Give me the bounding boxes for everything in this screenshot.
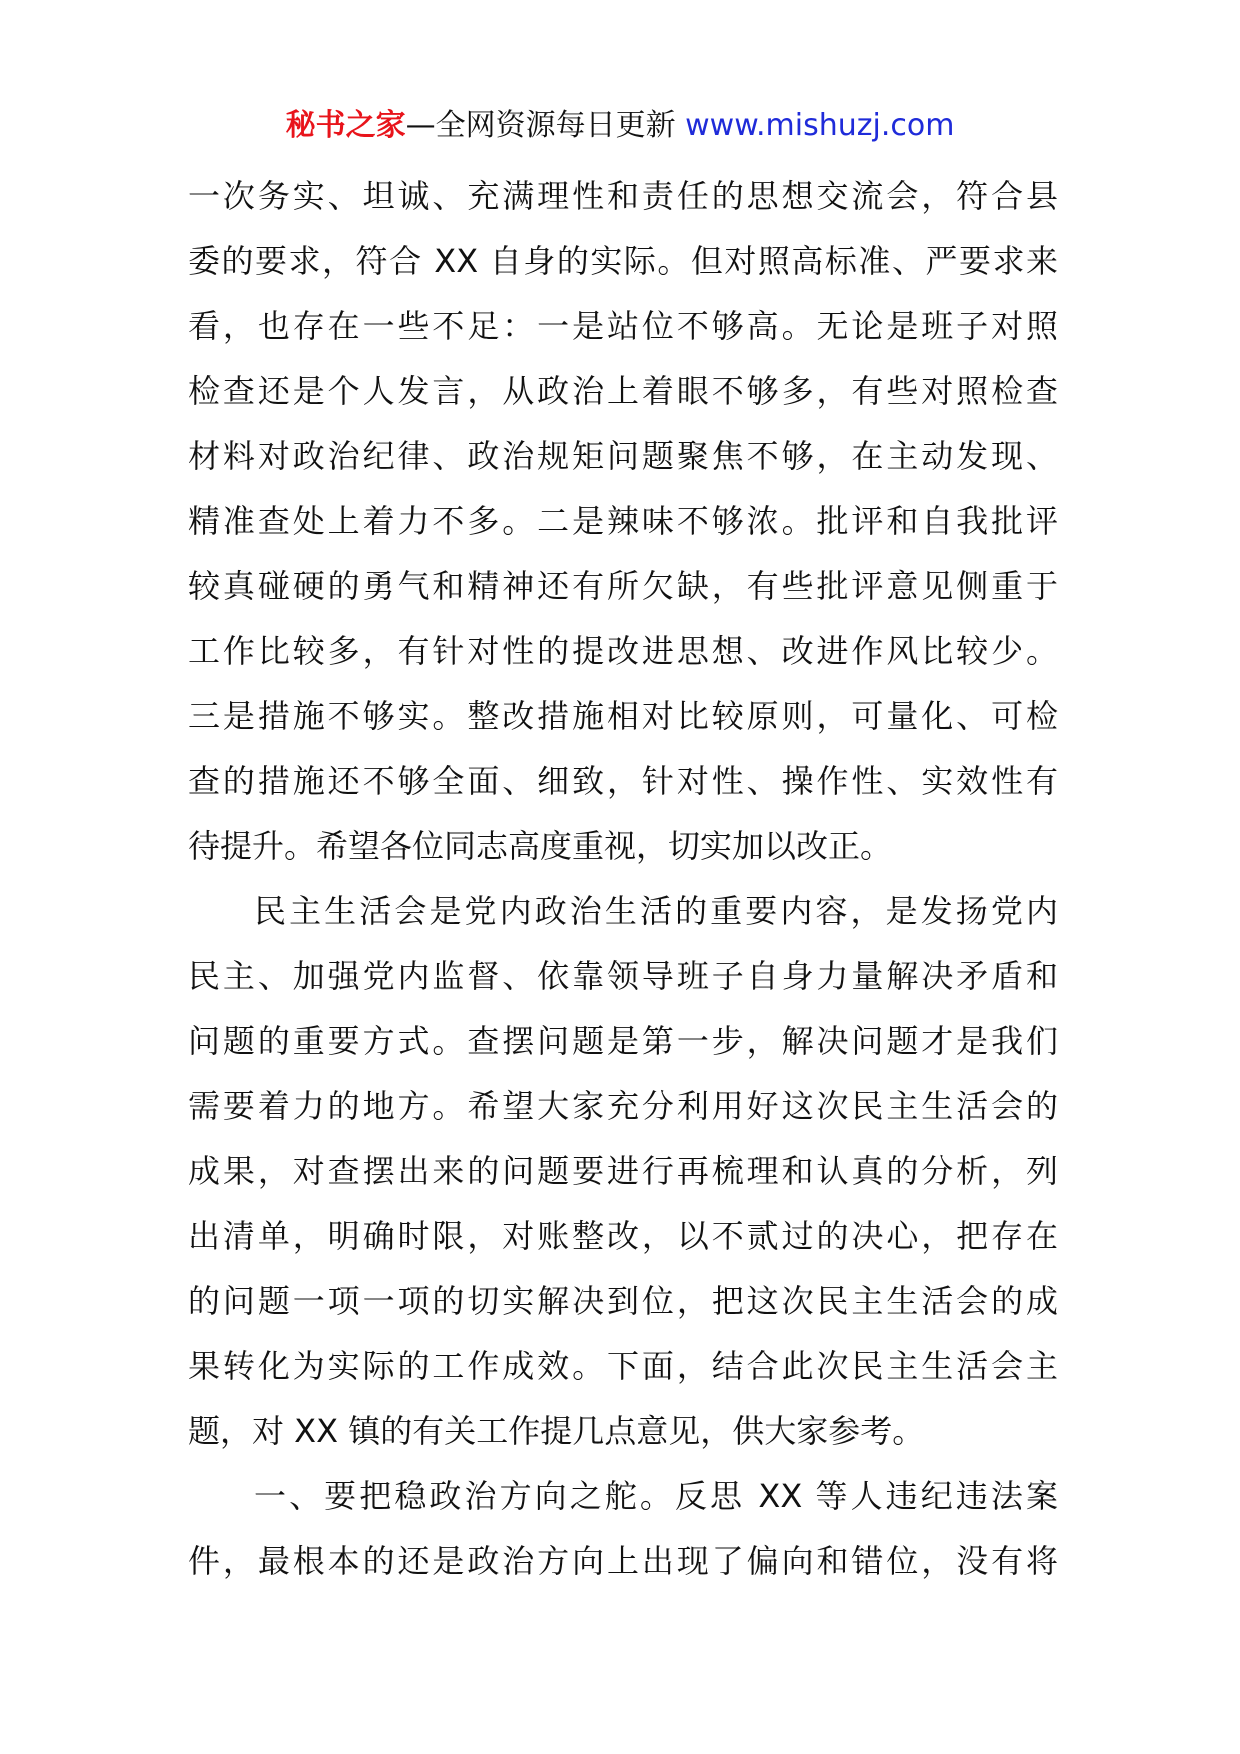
text-line: 待提升。希望各位同志高度重视，切实加以改正。 bbox=[188, 827, 893, 865]
text-line: 民主、加强党内监督、依靠领导班子自身力量解决矛盾和 bbox=[188, 957, 1058, 995]
text-line: 需要着力的地方。希望大家充分利用好这次民主生活会的 bbox=[188, 1087, 1058, 1125]
text-line: 件，最根本的还是政治方向上出现了偏向和错位，没有将 bbox=[188, 1542, 1058, 1580]
text-line: 题，对 XX 镇的有关工作提几点意见，供大家参考。 bbox=[188, 1412, 925, 1450]
text-line: 较真碰硬的勇气和精神还有所欠缺，有些批评意见侧重于 bbox=[188, 567, 1058, 605]
text-line: 成果，对查摆出来的问题要进行再梳理和认真的分析，列 bbox=[188, 1152, 1058, 1190]
text-line: 材料对政治纪律、政治规矩问题聚焦不够，在主动发现、 bbox=[188, 437, 1058, 475]
text-line: 出清单，明确时限，对账整改，以不贰过的决心，把存在 bbox=[188, 1217, 1058, 1255]
document-body bbox=[188, 164, 1058, 1594]
text-line: 看，也存在一些不足：一是站位不够高。无论是班子对照 bbox=[188, 307, 1058, 345]
site-brand: 秘书之家 bbox=[285, 108, 406, 143]
site-header bbox=[0, 104, 1240, 148]
section-heading-line: 一、要把稳政治方向之舵。反思 XX 等人违纪违法案 bbox=[254, 1477, 1058, 1515]
text-line: 一次务实、坦诚、充满理性和责任的思想交流会，符合县 bbox=[188, 177, 1058, 215]
paragraph-first-line: 民主生活会是党内政治生活的重要内容，是发扬党内 bbox=[254, 892, 1058, 930]
text-line: 工作比较多，有针对性的提改进思想、改进作风比较少。 bbox=[188, 632, 1058, 670]
text-line: 委的要求，符合 XX 自身的实际。但对照高标准、严要求来 bbox=[188, 242, 1058, 280]
text-line: 检查还是个人发言，从政治上着眼不够多，有些对照检查 bbox=[188, 372, 1058, 410]
site-tagline: —全网资源每日更新 bbox=[405, 108, 686, 143]
text-line: 查的措施还不够全面、细致，针对性、操作性、实效性有 bbox=[188, 762, 1058, 800]
text-line: 果转化为实际的工作成效。下面，结合此次民主生活会主 bbox=[188, 1347, 1058, 1385]
text-line: 的问题一项一项的切实解决到位，把这次民主生活会的成 bbox=[188, 1282, 1058, 1320]
text-line: 精准查处上着力不多。二是辣味不够浓。批评和自我批评 bbox=[188, 502, 1058, 540]
site-url-link[interactable]: www.mishuzj.com bbox=[685, 108, 955, 143]
text-line: 三是措施不够实。整改措施相对比较原则，可量化、可检 bbox=[188, 697, 1058, 735]
text-line: 问题的重要方式。查摆问题是第一步，解决问题才是我们 bbox=[188, 1022, 1058, 1060]
